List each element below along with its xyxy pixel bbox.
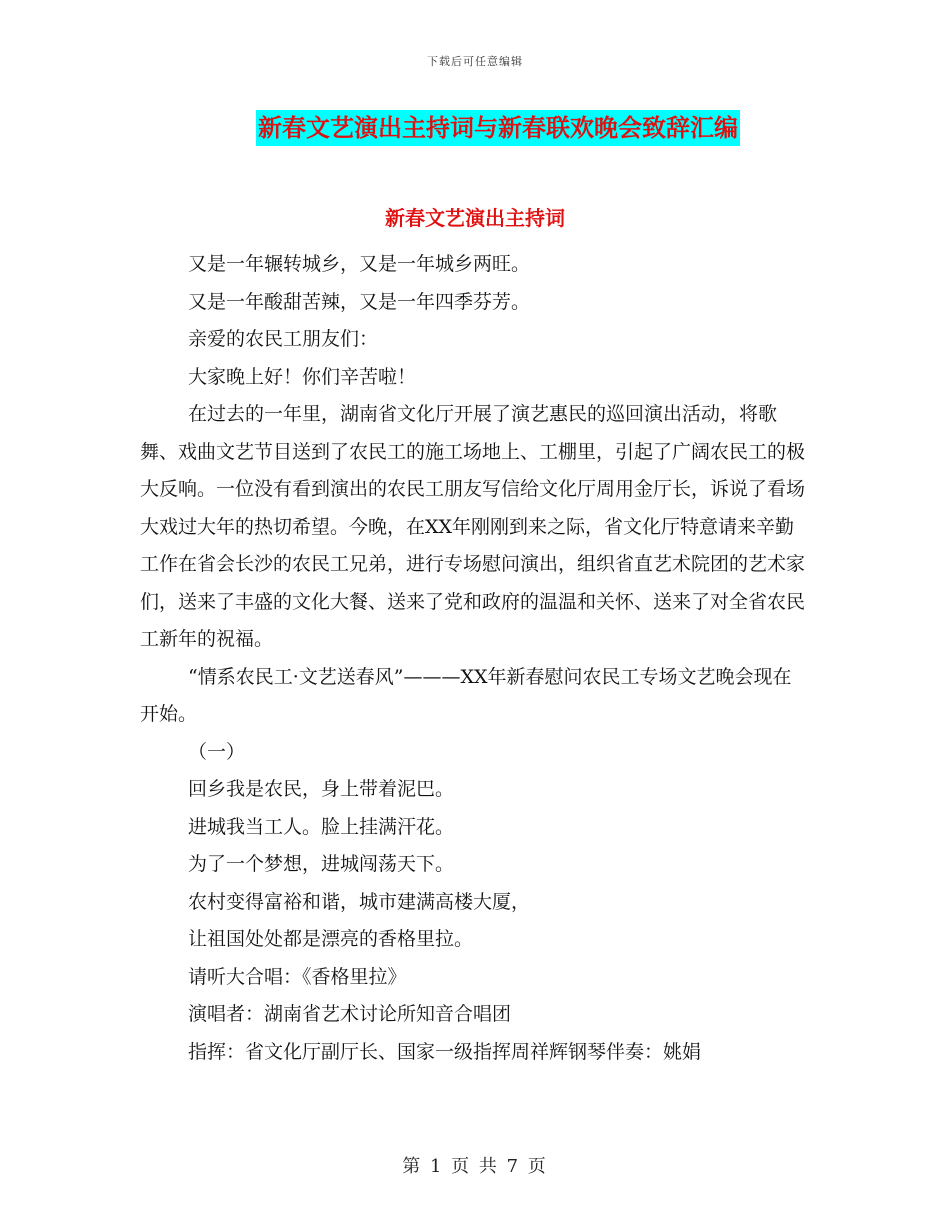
paragraph: （一）	[188, 740, 246, 763]
page-header-note: 下载后可任意编辑	[427, 55, 523, 68]
paragraph: 回乡我是农民，身上带着泥巴。	[188, 778, 455, 800]
paragraph: 农村变得富裕和谐，城市建满高楼大厦，	[188, 890, 531, 913]
paragraph: 在过去的一年里，湖南省文化厅开展了演艺惠民的巡回演出活动，将歌舞、戏曲文艺节目送到了农民工的施工场地上、工棚里，引起了广阔农民工的极大反响。一位没有看到演出的农民工朋友写信给文化厅周用金厅长，诉说了看场大戏过大年的热切希望。今晚，在XX年刚刚到来之际，省文化厅特意请来辛勤工作在省会长沙的农民工兄弟，进行专场慰问演出，组织省直艺术院团的艺术家们，送来了丰盛的文化大餐、送来了党和政府的温温和关怀、送来了对全省农民工新年的祝福。	[140, 403, 806, 650]
paragraph: 让祖国处处都是漂亮的香格里拉。	[188, 928, 474, 950]
document-title-container	[0, 110, 950, 146]
paragraph: “情系农民工·文艺送春风”———XX年新春慰问农民工专场文艺晚会现在开始。	[140, 665, 792, 725]
paragraph: 又是一年辗转城乡，又是一年城乡两旺。	[188, 253, 531, 275]
paragraph: 为了一个梦想，进城闯荡天下。	[188, 853, 455, 875]
paragraph: 演唱者：湖南省艺术讨论所知音合唱团	[188, 1003, 512, 1025]
section-title: 新春文艺演出主持词	[385, 206, 565, 230]
paragraph: 指挥：省文化厅副厅长、国家一级指挥周祥辉钢琴伴奏：姚娟	[188, 1040, 702, 1063]
paragraph: 亲爱的农民工朋友们：	[188, 328, 379, 350]
document-body	[140, 246, 805, 1071]
document-title: 新春文艺演出主持词与新春联欢晚会致辞汇编	[256, 110, 740, 146]
paragraph: 大家晚上好！你们辛苦啦！	[188, 365, 417, 388]
page-number: 第 1 页 共 7 页	[402, 1156, 548, 1177]
paragraph: 又是一年酸甜苦辣，又是一年四季芬芳。	[188, 290, 531, 313]
paragraph: 进城我当工人。脸上挂满汗花。	[188, 815, 455, 838]
paragraph: 请听大合唱：《香格里拉》	[188, 965, 407, 988]
